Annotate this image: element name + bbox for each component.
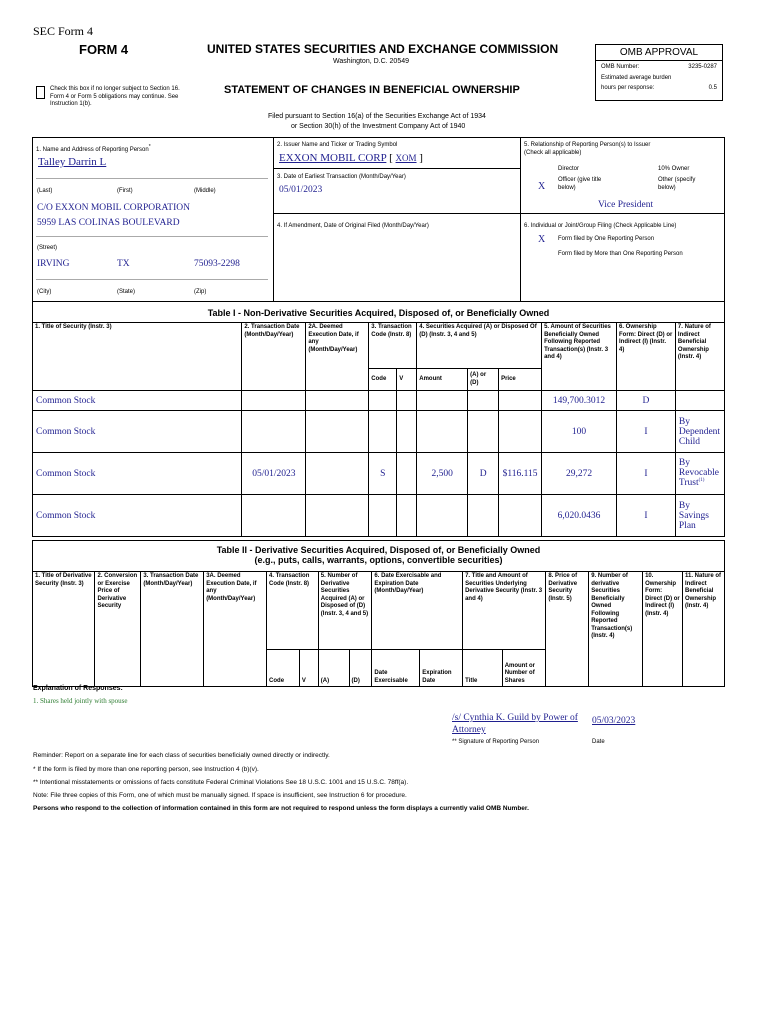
row-form: I	[617, 453, 676, 495]
reporting-person-name[interactable]: Talley Darrin L	[38, 156, 107, 168]
row-nature: By Savings Plan	[675, 495, 724, 537]
row-nature: By Revocable Trust	[678, 458, 719, 489]
row-amount	[417, 391, 468, 411]
table2	[32, 571, 725, 687]
filing-one-person: Form filed by One Reporting Person	[558, 236, 655, 242]
first-label: (First)	[117, 188, 133, 194]
state-label: (State)	[117, 289, 136, 295]
row-amount	[417, 495, 468, 537]
table2-title-bar	[32, 540, 725, 572]
row-aord	[468, 495, 499, 537]
row-title: Common Stock	[33, 411, 242, 453]
last-label: (Last)	[37, 188, 53, 194]
issuer-label: 2. Issuer Name and Ticker or Trading Symbol	[277, 142, 398, 148]
table-row	[33, 453, 725, 495]
omb-hours-label: hours per response:	[601, 85, 655, 91]
signature-label: ** Signature of Reporting Person	[452, 739, 540, 745]
middle-label: (Middle)	[194, 188, 216, 194]
t2-h-exp-sub: Expiration Date	[420, 650, 463, 687]
footnote-1: 1. Shares held jointly with spouse	[33, 697, 128, 705]
row-title: Common Stock	[33, 453, 242, 495]
state-value: TX	[117, 259, 130, 269]
city-label: (City)	[37, 289, 52, 295]
agency-location: Washington, D.C. 20549	[333, 58, 410, 65]
t2-h-date: 3. Transaction Date (Month/Day/Year)	[141, 572, 204, 687]
row-aord: D	[468, 453, 499, 495]
row-title: Common Stock	[33, 495, 242, 537]
row-aord	[468, 391, 499, 411]
filed-line-1: Filed pursuant to Section 16(a) of the Securities Exchange Act of 1934	[268, 113, 486, 120]
row-form: I	[617, 495, 676, 537]
footnote-ref: (1)	[698, 478, 705, 484]
officer-check-mark[interactable]: X	[538, 181, 546, 192]
row-owned: 100	[542, 411, 617, 453]
t2-h-code: 4. Transaction Code (Instr. 8)	[267, 572, 319, 650]
t1-h-amount-owned: 5. Amount of Securities Beneficially Owned Following Reported Transaction(s) (Instr. 3 and 4)	[542, 323, 617, 391]
t1-h-amount-sub: Amount	[417, 369, 468, 391]
zip-value: 75093-2298	[194, 259, 240, 269]
row-code	[369, 495, 397, 537]
explanation-label: Explanation of Responses:	[33, 685, 123, 692]
omb-hours-value: 0.5	[708, 85, 717, 91]
signature-date: 05/03/2023	[592, 716, 636, 726]
agency-title: UNITED STATES SECURITIES AND EXCHANGE COMMISSION	[207, 42, 559, 56]
t2-h-date-ex-sub: Date Exercisable	[372, 650, 420, 687]
omb-number-label: OMB Number:	[601, 64, 640, 70]
filing-more-persons: Form filed by More than One Reporting Person	[558, 251, 683, 257]
omb-title: OMB APPROVAL	[596, 45, 722, 61]
row-owned: 6,020.0436	[542, 495, 617, 537]
statement-title: STATEMENT OF CHANGES IN BENEFICIAL OWNERSHIP	[224, 84, 520, 96]
row-price	[499, 411, 542, 453]
director-label: Director	[558, 166, 580, 172]
other-label: Other (specify below)	[658, 177, 696, 191]
t1-h-date: 2. Transaction Date (Month/Day/Year)	[242, 323, 306, 391]
row-price	[499, 495, 542, 537]
t1-h-deemed: 2A. Deemed Execution Date, if any (Month/Day/Year)	[306, 323, 369, 391]
earliest-date-value: 05/01/2023	[279, 185, 323, 195]
t2-h-title: 1. Title of Derivative Security (Instr. 3)	[33, 572, 95, 687]
filing-label: 6. Individual or Joint/Group Filing (Check Applicable Line)	[524, 223, 677, 229]
t2-h-conversion: 2. Conversion or Exercise Price of Derivative Security	[95, 572, 141, 687]
officer-label: Officer (give title below)	[558, 177, 602, 191]
table-row	[33, 411, 725, 453]
note-misstatements: ** Intentional misstatements or omissions of facts constitute Federal Criminal Violations See 18 U.S.C. 1001 and 15 U.S.C. 78ff(a).	[33, 779, 409, 786]
issuer-box	[273, 137, 521, 169]
t1-h-price-sub: Price	[499, 369, 542, 391]
issuer-name[interactable]: EXXON MOBIL CORP	[279, 152, 387, 164]
table1	[32, 322, 725, 537]
t2-h-ownership-form: 10. Ownership Form: Direct (D) or Indirect (I) (Instr. 4)	[643, 572, 683, 687]
filing-box	[520, 213, 725, 302]
t1-h-nature: 7. Nature of Indirect Beneficial Ownership (Instr. 4)	[675, 323, 724, 391]
t1-h-securities: 4. Securities Acquired (A) or Disposed Of (D) (Instr. 3, 4 and 5)	[417, 323, 542, 369]
row-code	[369, 411, 397, 453]
row-nature	[675, 391, 724, 411]
table-row	[33, 495, 725, 537]
relationship-sub: (Check all applicable)	[524, 150, 582, 156]
row-title: Common Stock	[33, 391, 242, 411]
table2-title: Table II - Derivative Securities Acquired, Disposed of, or Beneficially Owned	[216, 545, 541, 555]
t1-h-code-sub: Code	[369, 369, 397, 391]
issuer-ticker[interactable]: XOM	[395, 153, 417, 163]
amendment-label: 4. If Amendment, Date of Original Filed (Month/Day/Year)	[277, 223, 429, 229]
row-form: I	[617, 411, 676, 453]
row-owned: 29,272	[542, 453, 617, 495]
omb-number-value: 3235-0287	[688, 64, 717, 70]
amendment-box	[273, 213, 521, 302]
note-omb: Persons who respond to the collection of information contained in this form are not required to respond unless the form displays a currently valid OMB Number.	[33, 805, 529, 812]
t2-h-nature: 11. Nature of Indirect Beneficial Ownership (Instr. 4)	[683, 572, 725, 687]
row-date	[242, 411, 306, 453]
date-label: Date	[592, 739, 605, 745]
t2-h-deemed: 3A. Deemed Execution Date, if any (Month/Day/Year)	[204, 572, 267, 687]
t2-h-number: 5. Number of Derivative Securities Acquired (A) or Disposed of (D) (Instr. 3, 4 and 5)	[318, 572, 372, 650]
t2-h-number-owned: 9. Number of derivative Securities Beneficially Owned Following Reported Transaction(s) (Instr. 4)	[589, 572, 643, 687]
form-title: FORM 4	[79, 42, 129, 57]
t1-h-v-sub: V	[397, 369, 417, 391]
filing-check-mark[interactable]: X	[538, 234, 546, 245]
filed-line-2: or Section 30(h) of the Investment Company Act of 1940	[291, 123, 466, 130]
t1-h-aord-sub: (A) or (D)	[468, 369, 499, 391]
omb-burden-label: Estimated average burden	[601, 74, 672, 81]
earliest-transaction-box	[273, 168, 521, 214]
reporting-person-label: 1. Name and Address of Reporting Person	[36, 147, 149, 153]
table1-title: Table I - Non-Derivative Securities Acquired, Disposed of, or Beneficially Owned	[207, 308, 550, 318]
row-amount: 2,500	[417, 453, 468, 495]
row-nature: By Dependent Child	[675, 411, 724, 453]
note-copies: Note: File three copies of this Form, one of which must be manually signed. If space is insufficient, see Instruction 6 for procedure.	[33, 792, 407, 799]
t2-h-a-sub: (A)	[318, 650, 349, 687]
row-aord	[468, 411, 499, 453]
table1-title-bar	[32, 301, 725, 323]
address-line-2: 5959 LAS COLINAS BOULEVARD	[37, 218, 180, 228]
row-price: $116.115	[499, 453, 542, 495]
reporting-person-box	[32, 137, 274, 302]
address-line-1: C/O EXXON MOBIL CORPORATION	[37, 203, 190, 213]
t2-h-v-sub: V	[299, 650, 318, 687]
relationship-label: 5. Relationship of Reporting Person(s) to Issuer	[524, 142, 651, 148]
row-code	[369, 391, 397, 411]
zip-label: (Zip)	[194, 289, 207, 295]
t1-h-ownership-form: 6. Ownership Form: Direct (D) or Indirect (I) (Instr. 4)	[617, 323, 676, 391]
reminder-text: Reminder: Report on a separate line for each class of securities beneficially owned directly or indirectly.	[33, 752, 330, 759]
t1-h-title: 1. Title of Security (Instr. 3)	[33, 323, 242, 391]
t2-h-code-sub: Code	[267, 650, 300, 687]
t2-h-underlying: 7. Title and Amount of Securities Underlying Derivative Security (Instr. 3 and 4)	[463, 572, 546, 650]
row-form: D	[617, 391, 676, 411]
ten-percent-owner-label: 10% Owner	[658, 166, 690, 172]
earliest-date-label: 3. Date of Earliest Transaction (Month/Day/Year)	[277, 174, 406, 180]
t1-h-code: 3. Transaction Code (Instr. 8)	[369, 323, 417, 369]
ticker-open-bracket: [	[389, 152, 393, 164]
row-code: S	[369, 453, 397, 495]
row-date	[242, 495, 306, 537]
t2-h-price: 8. Price of Derivative Security (Instr. 5)	[546, 572, 589, 687]
row-price	[499, 391, 542, 411]
city-value: IRVING	[37, 259, 70, 269]
signature[interactable]: /s/ Cynthia K. Guild by Power of Attorney	[452, 713, 578, 735]
table-row	[33, 391, 725, 411]
t2-h-d-sub: (D)	[349, 650, 372, 687]
row-owned: 149,700.3012	[542, 391, 617, 411]
checkbox-note: Check this box if no longer subject to Section 16. Form 4 or Form 5 obligations may continue. See Instruction 1(b).	[50, 86, 180, 107]
row-date: 05/01/2023	[242, 453, 306, 495]
sec-form-label: SEC Form 4	[33, 24, 94, 38]
relationship-box	[520, 137, 725, 214]
row-amount	[417, 411, 468, 453]
street-label: (Street)	[37, 245, 58, 251]
t2-h-amount-sub: Amount or Number of Shares	[502, 650, 546, 687]
ticker-close-bracket: ]	[419, 152, 423, 164]
table2-subtitle: (e.g., puts, calls, warrants, options, convertible securities)	[254, 555, 503, 565]
t2-h-title-sub: Title	[463, 650, 503, 687]
t2-h-exercisable: 6. Date Exercisable and Expiration Date (Month/Day/Year)	[372, 572, 463, 650]
note-multiple-persons: * If the form is filed by more than one reporting person, see Instruction 4 (b)(v).	[33, 766, 259, 773]
section16-checkbox[interactable]	[36, 86, 45, 99]
omb-approval-box	[595, 44, 723, 101]
officer-title: Vice President	[598, 200, 654, 210]
row-date	[242, 391, 306, 411]
reporting-person-asterisk: *	[148, 144, 151, 150]
